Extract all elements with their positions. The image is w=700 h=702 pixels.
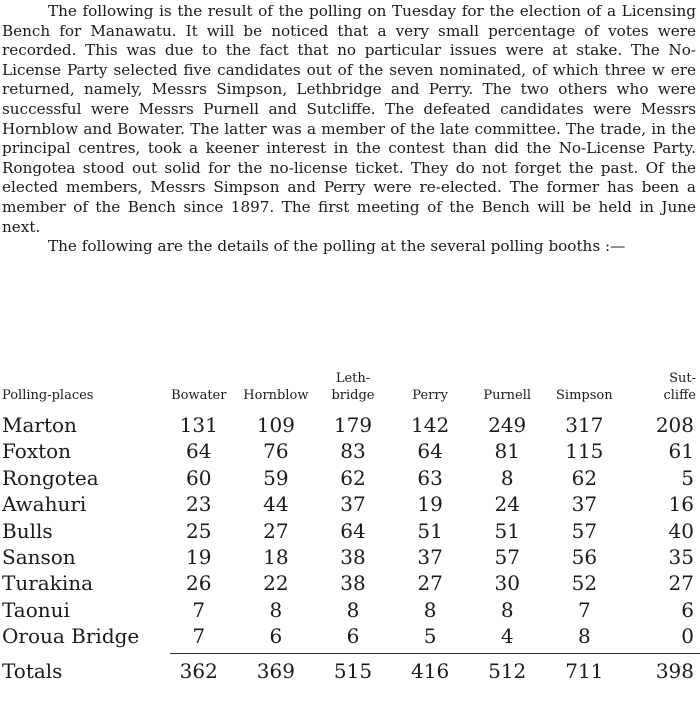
table-row [0,438,700,464]
total-count: 369 [256,658,295,683]
vote-count: 142 [411,413,450,437]
vote-count: 7 [192,597,206,622]
column-header: Polling-places [2,388,94,403]
vote-count: 6 [681,597,694,622]
polling-place-name: Marton [2,413,77,437]
vote-count: 76 [263,439,289,464]
vote-count: 30 [494,571,520,596]
vote-count: 37 [571,492,598,517]
vote-count: 57 [571,518,598,543]
vote-count: 131 [179,413,218,437]
vote-count: 22 [263,571,289,596]
polling-place-name: Oroua Bridge [2,624,140,649]
total-count: 398 [655,658,694,683]
vote-count: 249 [488,413,527,437]
vote-count: 26 [186,571,212,596]
vote-count: 6 [346,624,360,649]
vote-count: 51 [494,518,520,543]
vote-count: 208 [655,413,694,437]
totals-label: Totals [2,658,63,683]
vote-count: 25 [186,518,212,543]
total-count: 416 [411,658,450,683]
vote-count: 19 [186,545,212,570]
vote-count: 51 [417,518,443,543]
column-header: Leth- bridge [331,371,375,403]
total-count: 711 [565,658,604,683]
totals-row [0,658,700,684]
vote-count: 7 [192,624,206,649]
total-count: 515 [333,658,373,683]
polling-place-name: Bulls [2,518,53,543]
vote-count: 52 [571,571,598,596]
vote-count: 27 [263,518,289,543]
polling-place-name: Turakina [2,571,94,596]
vote-count: 5 [681,465,694,490]
polling-place-name: Taonui [2,597,70,622]
table-header-row [0,370,700,412]
polling-results-table [0,370,700,684]
article-paragraph-2: The following are the details of the polling at the several polling booths :— [48,237,626,256]
vote-count: 6 [269,624,283,649]
vote-count: 44 [263,492,289,517]
vote-count: 60 [186,465,212,490]
vote-count: 27 [417,571,443,596]
table-body [0,412,700,650]
column-header: Perry [412,388,448,403]
column-header: Sut- cliffe [663,371,696,403]
vote-count: 317 [565,413,604,437]
polling-place-name: Sanson [2,545,76,570]
vote-count: 40 [668,518,694,543]
table-row [0,623,700,649]
vote-count: 57 [494,545,520,570]
vote-count: 62 [340,465,366,490]
total-count: 362 [179,658,218,683]
vote-count: 37 [417,545,443,570]
vote-count: 5 [423,624,437,649]
article-text [2,2,696,257]
totals-rule [170,653,700,654]
vote-count: 23 [186,492,212,517]
vote-count: 8 [577,624,591,649]
vote-count: 109 [256,413,295,437]
table-row [0,597,700,623]
totals-rule-cell [160,650,700,658]
vote-count: 18 [263,545,289,570]
vote-count: 62 [571,465,598,490]
vote-count: 4 [500,624,514,649]
vote-count: 56 [571,545,598,570]
vote-count: 8 [346,597,360,622]
totals-rule-row [0,650,700,658]
vote-count: 63 [417,465,443,490]
vote-count: 24 [494,492,520,517]
vote-count: 64 [417,439,443,464]
vote-count: 8 [423,597,437,622]
table-row [0,570,700,596]
polling-place-name: Rongotea [2,465,99,490]
vote-count: 19 [417,492,443,517]
vote-count: 59 [263,465,289,490]
table-row [0,412,700,438]
vote-count: 179 [333,413,373,437]
vote-count: 8 [500,597,514,622]
article-paragraph-1: The following is the result of the polling on Tuesday for the election of a Licensing Bench for Manawatu. It will be noticed that a very small percentage of votes were recorded. This was due to the fact that no particular issues were at stake. The No-License Party selected five candidates out of the seven nominated, of which three w ere returned, namely, Messrs Simpson, Lethbridge and Perry. The two others who were successful were Messrs Purnell and Sutcliffe. The defeated candidates were Messrs Hornblow and Bowater. The latter was a member of the late committee. The trade, in the principal centres, took a keener interest in the contest than did the No-License Party. Rongotea stood out solid for the no-license ticket. They do not forget the past. Of the elected members, Messrs Simpson and Perry were re-elected. The former has been a member of the Bench since 1897. The first meeting of the Bench will be held in June next. [2,2,696,236]
vote-count: 38 [340,571,366,596]
vote-count: 37 [340,492,366,517]
column-header: Simpson [556,388,613,403]
vote-count: 35 [668,545,694,570]
vote-count: 61 [668,439,694,464]
vote-count: 27 [668,571,694,596]
table-row [0,465,700,491]
table-row [0,491,700,517]
table-row [0,518,700,544]
vote-count: 115 [565,439,604,464]
vote-count: 16 [668,492,694,517]
vote-count: 64 [340,518,366,543]
polling-place-name: Foxton [2,439,72,464]
column-header: Purnell [483,388,532,403]
vote-count: 7 [577,597,591,622]
total-count: 512 [488,658,527,683]
vote-count: 64 [186,439,212,464]
vote-count: 0 [681,624,694,649]
rule-spacer [0,650,160,658]
vote-count: 38 [340,545,366,570]
vote-count: 83 [340,439,366,464]
vote-count: 8 [269,597,283,622]
vote-count: 81 [494,439,520,464]
column-header: Bowater [171,388,227,403]
column-header: Hornblow [243,388,309,403]
vote-count: 8 [500,465,514,490]
table-row [0,544,700,570]
polling-place-name: Awahuri [2,492,87,517]
